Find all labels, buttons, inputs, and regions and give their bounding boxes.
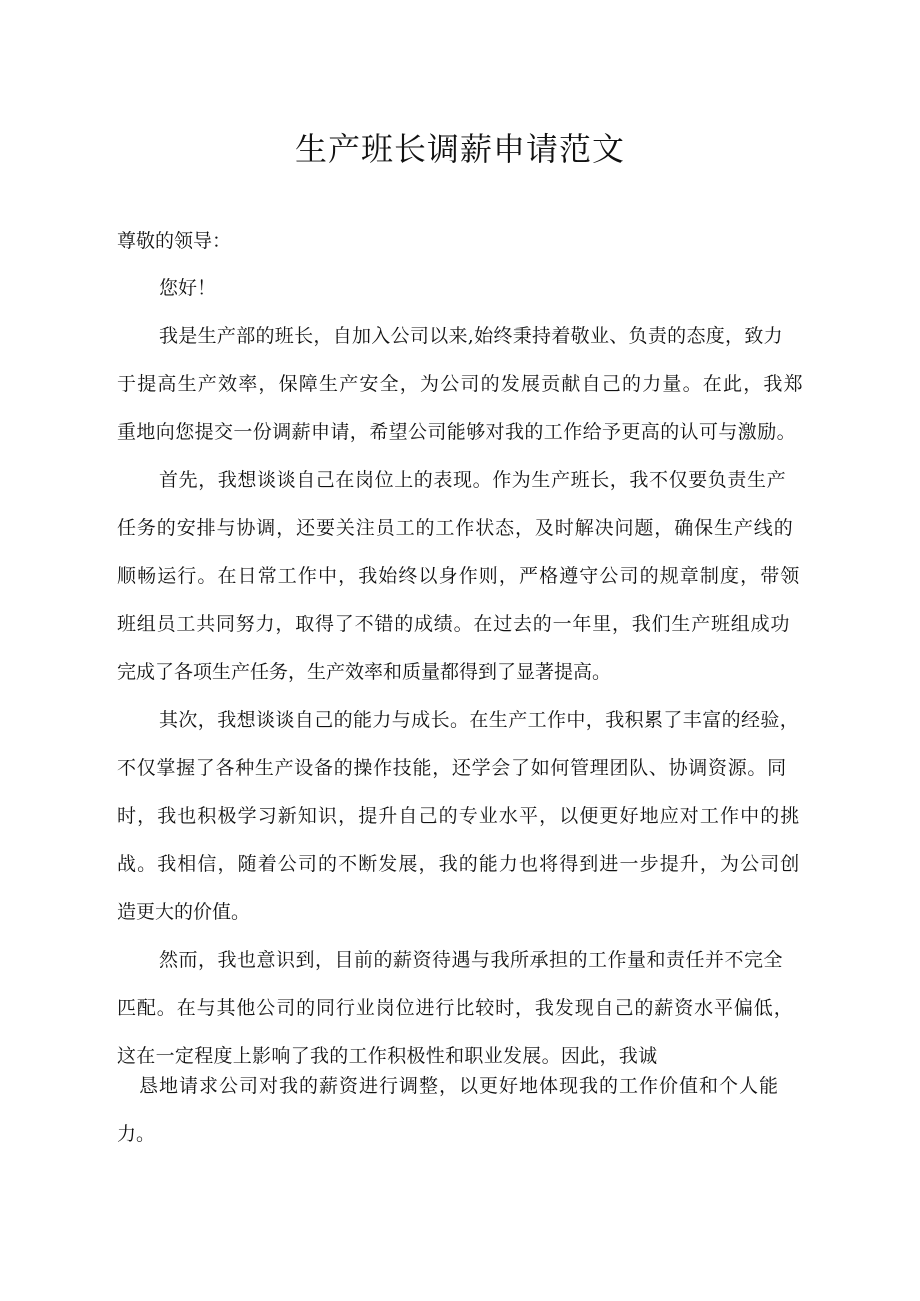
paragraph-line: 力。: [117, 1123, 156, 1145]
paragraph-line: 战。我相信，随着公司的不断发展，我的能力也将得到进一步提升，为公司创: [117, 853, 801, 875]
paragraph-line: 于提高生产效率，保障生产安全，为公司的发展贡献自己的力量。在此，我郑: [117, 373, 804, 395]
paragraph-line: 顺畅运行。在日常工作中，我始终以身作则，严格遵守公司的规章制度，带领: [117, 565, 801, 587]
paragraph-line: 时，我也积极学习新知识，提升自己的专业水平，以便更好地应对工作中的挑: [117, 805, 801, 827]
paragraph-line: 这在一定程度上影响了我的工作积极性和职业发展。因此，我诚: [117, 1045, 658, 1067]
document-title: 生产班长调薪申请范文: [294, 130, 625, 168]
paragraph-line: 我是生产部的班长，自加入公司以来,始终秉持着敬业、负责的态度，致力: [159, 325, 783, 347]
paragraph-line: 造更大的价值。: [117, 901, 251, 923]
paragraph-line: 首先，我想谈谈自己在岗位上的表现。作为生产班长，我不仅要负责生产: [159, 469, 787, 491]
greeting: 您好！: [159, 277, 217, 299]
paragraph-line: 匹配。在与其他公司的同行业岗位进行比较时，我发现自己的薪资水平偏低，: [117, 997, 794, 1019]
paragraph-line: 不仅掌握了各种生产设备的操作技能，还学会了如何管理团队、协调资源。同: [117, 757, 787, 779]
paragraph-line: 班组员工共同努力，取得了不错的成绩。在过去的一年里，我们生产班组成功: [117, 613, 791, 635]
paragraph-line: 其次，我想谈谈自己的能力与成长。在生产工作中，我积累了丰富的经验，: [159, 709, 800, 731]
paragraph-line: 完成了各项生产任务，生产效率和质量都得到了显著提高。: [117, 661, 612, 683]
paragraph-line: 任务的安排与协调，还要关注员工的工作状态，及时解决问题，确保生产线的: [117, 517, 794, 539]
paragraph-line: 然而，我也意识到，目前的薪资待遇与我所承担的工作量和责任并不完全: [159, 949, 784, 971]
paragraph-line: 重地向您提交一份调薪申请，希望公司能够对我的工作给予更高的认可与激励。: [117, 421, 797, 443]
salutation: 尊敬的领导：: [117, 230, 232, 252]
paragraph-line: 恳地请求公司对我的薪资进行调整，以更好地体现我的工作价值和个人能: [139, 1075, 780, 1097]
